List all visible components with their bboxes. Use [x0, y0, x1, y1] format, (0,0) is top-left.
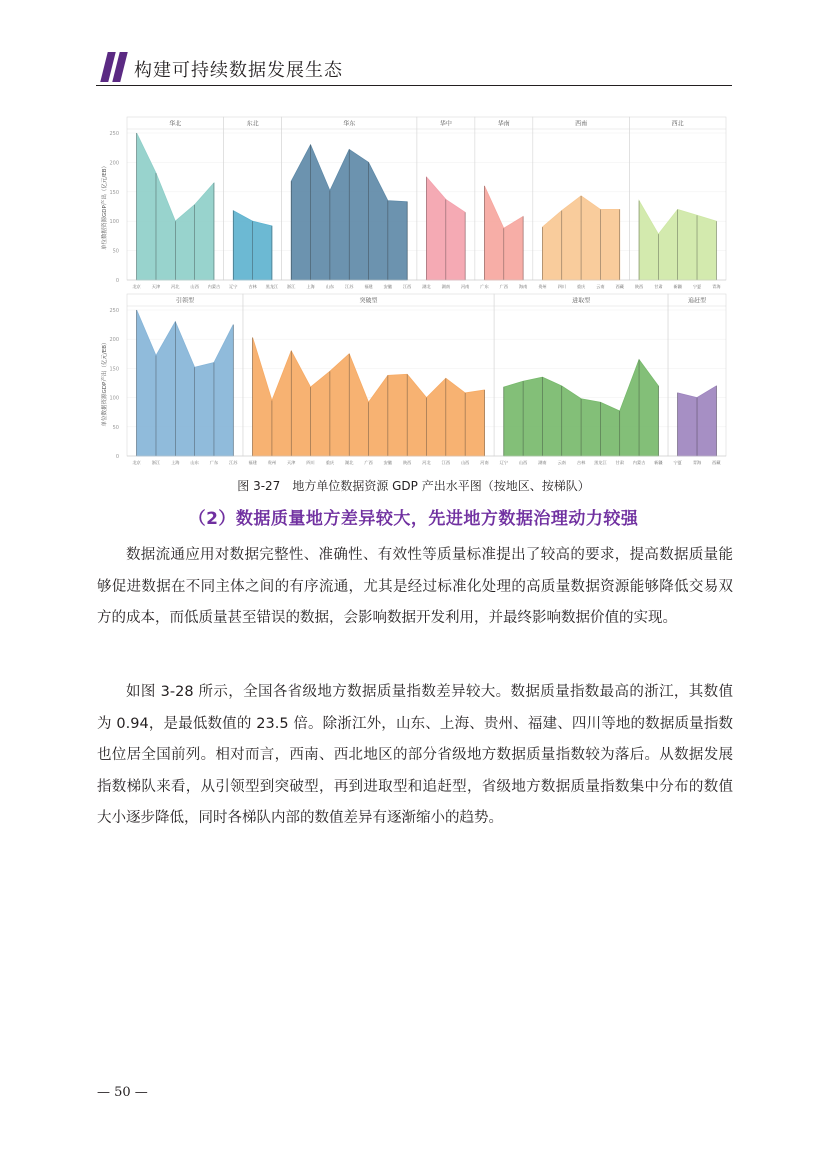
category-label: 西藏 [712, 460, 721, 465]
category-label: 宁夏 [673, 460, 682, 465]
category-label: 山西 [518, 460, 528, 465]
category-label: 贵州 [267, 460, 277, 465]
panel-header-label: 引领型 [175, 297, 194, 305]
chart-svg [97, 116, 727, 292]
category-label: 四川 [306, 460, 315, 465]
category-label: 西藏 [615, 284, 624, 289]
category-label: 云南 [557, 460, 566, 465]
category-label: 四川 [557, 284, 566, 289]
category-label: 湖南 [538, 460, 547, 465]
panel-header-label: 追赶型 [688, 297, 707, 305]
category-label: 吉林 [576, 460, 586, 465]
category-label: 吉林 [248, 284, 257, 289]
category-label: 辽宁 [499, 460, 508, 465]
y-tick-label: 0 [115, 278, 119, 284]
y-tick-label: 200 [109, 337, 119, 344]
category-label: 重庆 [325, 460, 335, 465]
category-label: 浙江 [151, 460, 161, 465]
y-tick-label: 150 [109, 366, 119, 373]
y-tick-label: 150 [109, 189, 119, 196]
category-label: 广东 [209, 460, 219, 465]
category-label: 湖北 [422, 284, 431, 289]
category-label: 甘肃 [615, 460, 624, 465]
category-label: 天津 [287, 460, 296, 465]
panel-header-label: 华南 [497, 120, 510, 128]
category-label: 新疆 [673, 284, 682, 289]
body-paragraph: 如图 3-28 所示，全国各省级地方数据质量指数差异较大。数据质量指数最高的浙江，其数值为 0.94，是最低数值的 23.5 倍。除浙江外，山东、上海、贵州、福建、四川等地的数据质量指数也位居全国前列。相对而言，西南、西北地区的部分省级地方数据质量指数较为落后。从数据发展指数梯队来看，从引领型到突破型，再到进取型和追赶型，省级地方数据质量指数集中分布的数值大小逐步降低，同时各梯队内部的数值差异有逐渐缩小的趋势。 [97, 684, 733, 827]
category-label: 河南 [480, 460, 489, 465]
category-label: 安徽 [383, 460, 393, 465]
category-label: 黑龙江 [265, 284, 279, 289]
body-paragraph: 数据流通应用对数据完整性、准确性、有效性等质量标准提出了较高的要求，提高数据质量能够促进数据在不同主体之间的有序流通，尤其是经过标准化处理的高质量数据资源能够降低交易双方的成本，而低质量甚至错误的数据，会影响数据开发利用，并最终影响数据价值的实现。 [97, 547, 733, 627]
category-label: 山西 [460, 460, 470, 465]
category-label: 内蒙古 [632, 460, 646, 465]
category-label: 山东 [325, 284, 335, 289]
category-label: 江苏 [229, 460, 238, 465]
category-label: 天津 [151, 284, 161, 289]
page-header [96, 50, 732, 86]
category-label: 湖南 [441, 284, 451, 289]
area-chart-by-region [97, 116, 727, 292]
category-label: 甘肃 [654, 284, 663, 289]
category-label: 北京 [132, 284, 141, 289]
header-title: 构建可持续数据发展生态 [134, 60, 343, 81]
category-label: 广西 [499, 284, 508, 289]
category-label: 青海 [712, 284, 721, 289]
y-axis-label: 单位数据资源GDP产出（亿元/EB） [102, 163, 108, 250]
page-number: — 50 — [97, 1085, 148, 1100]
category-label: 河北 [171, 284, 180, 289]
category-label: 江西 [402, 284, 412, 289]
category-label: 河北 [422, 460, 431, 465]
category-label: 新疆 [654, 460, 663, 465]
figure-caption: 图 3-27 地方单位数据资源 GDP 产出水平图（按地区、按梯队） [237, 479, 590, 493]
category-label: 北京 [132, 460, 141, 465]
y-tick-label: 250 [109, 308, 119, 314]
panel-header-label: 华东 [343, 120, 356, 128]
y-tick-label: 250 [109, 131, 119, 137]
section-title: （2）数据质量地方差异较大，先进地方数据治理动力较强 [188, 509, 639, 529]
header-rule [96, 85, 732, 86]
category-label: 江西 [441, 460, 451, 465]
category-label: 广东 [480, 284, 489, 289]
y-tick-label: 50 [112, 248, 119, 255]
category-label: 内蒙古 [207, 284, 221, 289]
y-tick-label: 0 [115, 454, 119, 460]
category-label: 山西 [190, 284, 199, 289]
area-chart-by-tier [97, 293, 727, 468]
category-label: 河南 [460, 284, 470, 289]
y-tick-label: 100 [109, 219, 119, 226]
category-label: 福建 [364, 284, 373, 289]
category-label: 陕西 [634, 284, 644, 289]
panel-header-label: 华中 [439, 120, 452, 128]
area-series [137, 310, 234, 456]
category-label: 上海 [306, 284, 315, 289]
category-label: 重庆 [576, 284, 586, 289]
category-label: 上海 [171, 460, 180, 465]
category-label: 青海 [692, 460, 702, 465]
panel-header-label: 西北 [671, 120, 684, 128]
panel-header-label: 华北 [169, 120, 182, 128]
category-label: 海南 [518, 284, 528, 289]
panel-header-label: 进取型 [572, 297, 591, 305]
panel-header-label: 西南 [575, 120, 588, 128]
category-label: 贵州 [538, 284, 547, 289]
y-tick-label: 200 [109, 160, 119, 167]
category-label: 安徽 [383, 284, 393, 289]
y-axis-label: 单位数据资源GDP产出（亿元/EB） [102, 339, 108, 427]
category-label: 江苏 [345, 284, 354, 289]
category-label: 辽宁 [229, 284, 238, 289]
panel-header-label: 突破型 [359, 297, 378, 305]
category-label: 宁夏 [692, 284, 702, 289]
chart-svg [97, 293, 727, 468]
category-label: 黑龙江 [594, 460, 607, 465]
y-tick-label: 100 [109, 395, 119, 402]
category-label: 广西 [364, 460, 373, 465]
category-label: 浙江 [287, 284, 296, 289]
category-label: 山东 [190, 460, 199, 465]
category-label: 湖北 [345, 460, 354, 465]
y-tick-label: 50 [112, 424, 119, 431]
category-label: 福建 [248, 460, 257, 465]
panel-header-label: 东北 [246, 120, 259, 128]
category-label: 云南 [596, 284, 605, 289]
category-label: 陕西 [402, 460, 412, 465]
